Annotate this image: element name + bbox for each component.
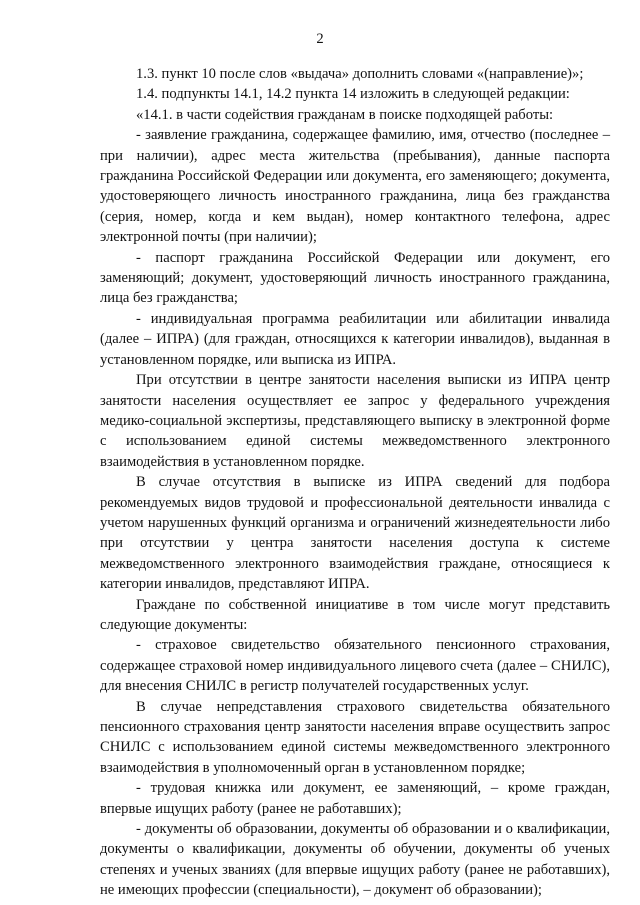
paragraph-snils: - страховое свидетельство обязательного пенсионного страхования, содержащее страховой номер индивидуального лицевого счета (далее – СНИЛС), для внесения СНИЛС в регистр получателей государственных услуг. xyxy=(100,637,610,695)
paragraph-own-initiative: Граждане по собственной инициативе в том числе могут представить следующие документы: xyxy=(100,596,610,633)
paragraph-work-book: - трудовая книжка или документ, ее заменяющий, – кроме граждан, впервые ищущих работу (ранее не работавших); xyxy=(100,780,610,817)
page-number: 2 xyxy=(316,31,324,47)
paragraph-1-3: 1.3. пункт 10 после слов «выдача» дополнить словами «(направление)»; xyxy=(136,66,584,82)
paragraph-14-1: «14.1. в части содействия гражданам в поиске подходящей работы: xyxy=(136,106,554,123)
paragraph-ipra-missing: В случае отсутствия в выписке из ИПРА сведений для подбора рекомендуемых видов трудовой и профессиональной деятельности инвалида с учетом нарушенных функций организма и ограничений жизнедеятельности либо при отсутствии у центра занятости населения доступа к системе межведомственного электронного взаимодействия граждане, относящиеся к категории инвалидов, представляют ИПРА. xyxy=(100,474,610,593)
paragraph-ipra-request: При отсутствии в центре занятости населения выписки из ИПРА центр занятости населения осуществляет ее запрос у федерального учреждения медико-социальной экспертизы, представляющего выписку в электронной форме с использованием единой системы межведомственного электронного взаимодействия в установленном порядке. xyxy=(100,372,610,470)
document-body xyxy=(100,64,610,901)
paragraph-snils-request: В случае непредставления страхового свидетельства обязательного пенсионного страхования центр занятости населения вправе осуществить запрос СНИЛС с использованием единой системы межведомственного электронного взаимодействия в уполномоченный орган в установленном порядке; xyxy=(100,698,610,776)
paragraph-education-documents: - документы об образовании, документы об образовании и о квалификации, документы о квалификации, документы об обучении, документы об ученых степенях и ученых званиях (для впервые ищущих работу (ранее не работавших), не имеющих профессии (специальности), – документ об образовании); xyxy=(100,821,610,899)
paragraph-1-4: 1.4. подпункты 14.1, 14.2 пункта 14 изложить в следующей редакции: xyxy=(136,86,570,103)
paragraph-passport: - паспорт гражданина Российской Федерации или документ, его заменяющий; документ, удостоверяющий личность иностранного гражданина, лица без гражданства; xyxy=(100,249,610,307)
paragraph-application: - заявление гражданина, содержащее фамилию, имя, отчество (последнее – при наличии), адрес места жительства (пребывания), данные паспорта гражданина Российской Федерации или документа, его заменяющего; документа, удостоверяющего личность иностранного гражданина, лица без гражданства (серия, номер, когда и кем выдан), номер контактного телефона, адрес электронной почты (при наличии); xyxy=(100,127,610,246)
paragraph-ipra: - индивидуальная программа реабилитации или абилитации инвалида (далее – ИПРА) (для граждан, относящихся к категории инвалидов), выданная в установленном порядке, или выписка из ИПРА. xyxy=(100,310,610,368)
